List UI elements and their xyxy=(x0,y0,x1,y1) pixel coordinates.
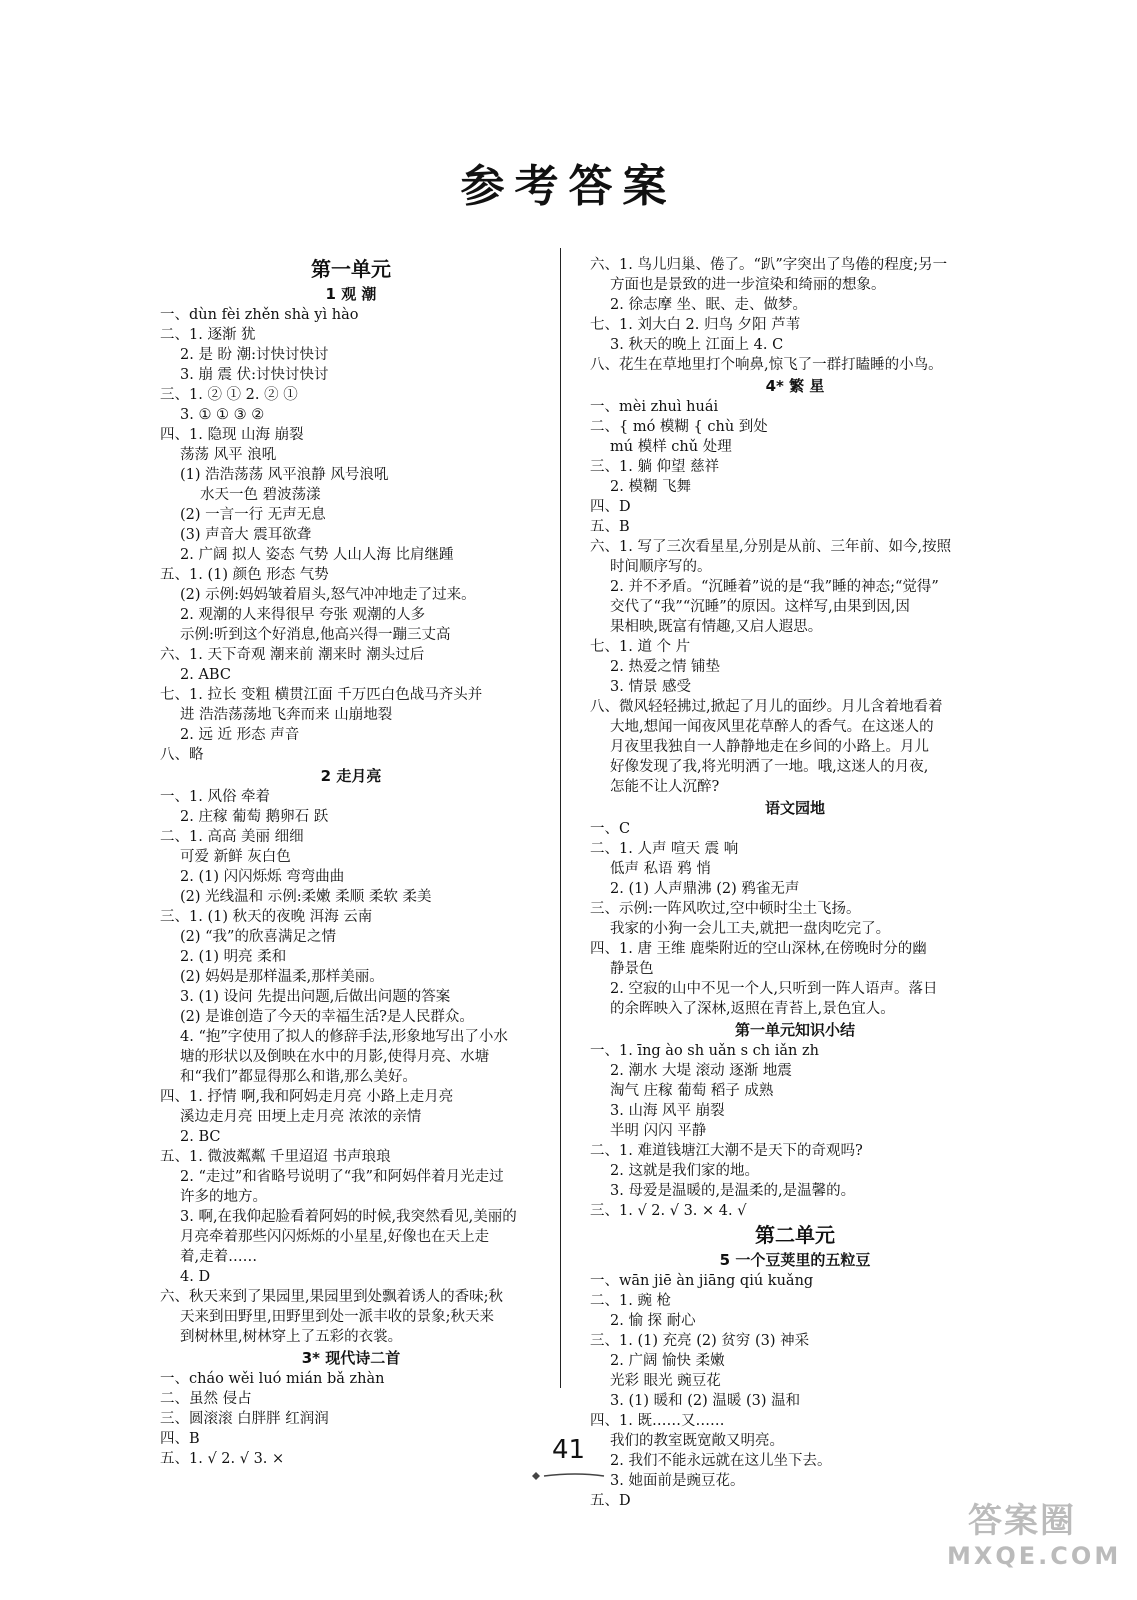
answer-line: 荡荡 风平 浪吼 xyxy=(180,447,277,463)
answer-line: 3. ① ① ③ ② xyxy=(180,407,265,423)
answer-line: 六、1. 鸟儿归巢、倦了。“趴”字突出了鸟倦的程度;另一 xyxy=(590,257,948,273)
answer-line: 淘气 庄稼 葡萄 稻子 成熟 xyxy=(610,1083,774,1099)
unit-heading: 第二单元 xyxy=(755,1223,835,1247)
answer-line: (3) 声音大 震耳欲聋 xyxy=(180,527,312,543)
answer-line: 3. 秋天的晚上 江面上 4. C xyxy=(610,337,784,353)
answer-line: 4. D xyxy=(180,1269,211,1285)
lesson-heading: 语文园地 xyxy=(764,799,825,817)
answer-line: 2. 模糊 飞舞 xyxy=(610,479,692,495)
answer-line: 二、1. 难道钱塘江大潮不是天下的奇观吗? xyxy=(590,1143,863,1159)
answer-line: 2. (1) 明亮 柔和 xyxy=(180,949,287,965)
answer-line: 3. 情景 感受 xyxy=(610,679,692,695)
answer-line: 一、wān jiē àn jiāng qiú kuǎng xyxy=(590,1273,814,1289)
answer-line: 四、1. 抒情 啊,我和阿妈走月亮 小路上走月亮 xyxy=(160,1089,454,1105)
answer-line: 六、1. 天下奇观 潮来前 潮来时 潮头过后 xyxy=(160,647,425,663)
answer-line: 2. 我们不能永远就在这儿坐下去。 xyxy=(610,1453,832,1469)
answer-line: 四、D xyxy=(590,499,631,515)
answer-line: 3. (1) 暖和 (2) 温暖 (3) 温和 xyxy=(610,1393,801,1409)
answer-line: 七、1. 拉长 变粗 横贯江面 千万匹白色战马齐头并 xyxy=(160,687,483,703)
answer-line: 六、1. 写了三次看星星,分别是从前、三年前、如今,按照 xyxy=(590,539,952,555)
answer-line: 我们的教室既宽敞又明亮。 xyxy=(610,1433,784,1449)
answer-line: 七、1. 刘大白 2. 归鸟 夕阳 芦苇 xyxy=(590,317,801,333)
answer-line: (2) 示例:妈妈皱着眉头,怒气冲冲地走了过来。 xyxy=(180,587,476,603)
answer-line: 和“我们”都显得那么和谐,那么美好。 xyxy=(180,1069,417,1085)
answer-line: 三、圆滚滚 白胖胖 红润润 xyxy=(160,1411,329,1427)
answer-line: 半明 闪闪 平静 xyxy=(610,1123,707,1139)
answer-line: (2) 光线温和 示例:柔嫩 柔顺 柔软 柔美 xyxy=(180,889,432,905)
answer-line: 许多的地方。 xyxy=(180,1189,267,1205)
answer-line: 一、dùn fèi zhěn shà yì hào xyxy=(160,307,359,323)
answer-line: 一、1. īng ào sh uǎn s ch iǎn zh xyxy=(590,1043,819,1059)
lesson-heading: 4* 繁 星 xyxy=(765,377,825,395)
answer-line: 2. 这就是我们家的地。 xyxy=(610,1163,759,1179)
answer-line: 四、B xyxy=(160,1431,200,1447)
answer-line: 七、1. 道 个 片 xyxy=(590,639,691,655)
answer-line: 进 浩浩荡荡地飞奔而来 山崩地裂 xyxy=(180,707,393,723)
answer-line: (2) “我”的欣喜满足之情 xyxy=(180,929,336,945)
answer-line: 五、1. √ 2. √ 3. × xyxy=(160,1451,285,1467)
answer-line: 五、D xyxy=(590,1493,631,1509)
answer-line: 三、1. (1) 充亮 (2) 贫穷 (3) 神采 xyxy=(590,1333,810,1349)
answer-line: 五、B xyxy=(590,519,630,535)
answer-line: 2. ABC xyxy=(180,667,231,683)
answer-line: 2. 愉 探 耐心 xyxy=(610,1313,696,1329)
answer-line: 低声 私语 鸦 悄 xyxy=(610,861,711,877)
answer-line: 2. 观潮的人来得很早 夸张 观潮的人多 xyxy=(180,607,426,623)
answer-line: 的余晖映入了深林,返照在青苔上,景色宜人。 xyxy=(610,1001,895,1017)
answer-line: 时间顺序写的。 xyxy=(610,559,712,575)
answer-line: 大地,想闻一闻夜风里花草醉人的香气。在这迷人的 xyxy=(610,719,934,735)
answer-line: 光彩 眼光 豌豆花 xyxy=(610,1373,721,1389)
answer-line: 八、花生在草地里打个响鼻,惊飞了一群打瞌睡的小鸟。 xyxy=(590,357,943,373)
answer-line: 一、cháo wěi luó mián bǎ zhàn xyxy=(160,1371,385,1387)
answer-line: 天来到田野里,田野里到处一派丰收的景象;秋天来 xyxy=(180,1309,494,1325)
answer-line: 3. 母爱是温暖的,是温柔的,是温馨的。 xyxy=(610,1183,856,1199)
watermark-logo xyxy=(947,1493,1122,1570)
answer-line: 2. 是 盼 潮:讨快讨快讨 xyxy=(180,347,329,363)
answer-line: 八、略 xyxy=(160,747,204,763)
lesson-heading: 第一单元知识小结 xyxy=(734,1021,855,1039)
answer-line: 怎能不让人沉醉? xyxy=(610,779,720,795)
answer-line: (1) 浩浩荡荡 风平浪静 风号浪吼 xyxy=(180,467,389,483)
answer-line: 3. 啊,在我仰起脸看着阿妈的时候,我突然看见,美丽的 xyxy=(180,1209,517,1225)
lesson-heading: 2 走月亮 xyxy=(320,767,382,785)
answer-line: 2. BC xyxy=(180,1129,221,1145)
answer-line: 2. “走过”和省略号说明了“我”和阿妈伴着月光走过 xyxy=(180,1169,504,1185)
answer-line: 果相映,既富有情趣,又启人遐思。 xyxy=(610,619,823,635)
answer-line: 三、示例:一阵风吹过,空中顿时尘土飞扬。 xyxy=(590,901,861,917)
answer-line: 方面也是景致的进一步渲染和绮丽的想象。 xyxy=(610,277,886,293)
answer-line: (2) 一言一行 无声无息 xyxy=(180,507,326,523)
answer-line: 三、1. √ 2. √ 3. × 4. √ xyxy=(590,1203,747,1219)
column-divider xyxy=(560,248,561,1388)
page-title: 参考答案 xyxy=(460,161,677,212)
answer-line: 二、虽然 侵占 xyxy=(160,1391,252,1407)
right-column xyxy=(590,255,1000,1511)
answer-line: 月夜里我独自一人静静地走在乡间的小路上。月儿 xyxy=(610,739,929,755)
lesson-heading: 3* 现代诗二首 xyxy=(301,1349,401,1367)
answer-line: 2. (1) 闪闪烁烁 弯弯曲曲 xyxy=(180,869,345,885)
answer-line: 一、1. 风俗 牵着 xyxy=(160,789,271,805)
answer-line: 二、{ mó 模糊 { chù 到处 xyxy=(590,419,768,435)
answer-line: 2. 徐志摩 坐、眠、走、做梦。 xyxy=(610,297,808,313)
answer-line: 2. 广阔 拟人 姿态 气势 人山人海 比肩继踵 xyxy=(180,547,454,563)
answer-line: 3. 山海 风平 崩裂 xyxy=(610,1103,725,1119)
answer-line: 水天一色 碧波荡漾 xyxy=(200,487,321,503)
answer-line: 3. 她面前是豌豆花。 xyxy=(610,1473,745,1489)
answer-line: 塘的形状以及倒映在水中的月影,使得月亮、水塘 xyxy=(180,1049,490,1065)
watermark-domain: MXQE.COM xyxy=(947,1542,1122,1570)
answer-line: 五、1. 微波粼粼 千里迢迢 书声琅琅 xyxy=(160,1149,391,1165)
answer-line: 2. (1) 人声鼎沸 (2) 鸦雀无声 xyxy=(610,881,800,897)
watermark-text: 答案圈 xyxy=(968,1501,1076,1541)
answer-line: 八、微风轻轻拂过,掀起了月儿的面纱。月儿含着地看着 xyxy=(590,699,943,715)
answer-line: mú 模样 chǔ 处理 xyxy=(610,439,732,455)
left-column xyxy=(160,255,542,1469)
answer-line: 三、1. (1) 秋天的夜晚 洱海 云南 xyxy=(160,909,373,925)
answer-line: 我家的小狗一会儿工夫,就把一盘肉吃完了。 xyxy=(610,921,891,937)
answer-line: (2) 是谁创造了今天的幸福生活?是人民群众。 xyxy=(180,1009,474,1025)
answer-line: 二、1. 豌 枪 xyxy=(590,1293,672,1309)
answer-line: 四、1. 隐现 山海 崩裂 xyxy=(160,427,304,443)
answer-line: 示例:听到这个好消息,他高兴得一蹦三丈高 xyxy=(180,627,451,643)
answer-line: 3. 崩 震 伏:讨快讨快讨 xyxy=(180,367,329,383)
answer-line: 月亮牵着那些闪闪烁烁的小星星,好像也在天上走 xyxy=(180,1229,490,1245)
answer-line: 到树林里,树林穿上了五彩的衣裳。 xyxy=(180,1329,403,1345)
answer-line: 五、1. (1) 颜色 形态 气势 xyxy=(160,567,329,583)
answer-line: 可爱 新鲜 灰白色 xyxy=(180,849,291,865)
answer-line: 溪边走月亮 田埂上走月亮 浓浓的亲情 xyxy=(180,1109,422,1125)
answer-line: 2. 热爱之情 铺垫 xyxy=(610,659,721,675)
lesson-heading: 5 一个豆荚里的五粒豆 xyxy=(719,1251,871,1269)
answer-line: 四、1. 既……又…… xyxy=(590,1413,725,1429)
unit-heading: 第一单元 xyxy=(311,257,391,281)
answer-line: 三、1. ② ① 2. ② ① xyxy=(160,387,298,403)
page-ornament xyxy=(528,1470,608,1482)
page-number: 41 xyxy=(551,1435,586,1465)
answer-line: 4. “抱”字使用了拟人的修辞手法,形象地写出了小水 xyxy=(180,1029,508,1045)
answer-line: 六、秋天来到了果园里,果园里到处飘着诱人的香味;秋 xyxy=(160,1289,503,1305)
answer-line: 交代了“我”“沉睡”的原因。这样写,由果到因,因 xyxy=(610,599,910,615)
answer-line: 二、1. 高高 美丽 细细 xyxy=(160,829,304,845)
lesson-heading: 1 观 潮 xyxy=(325,285,377,303)
answer-line: 2. 庄稼 葡萄 鹅卵石 跃 xyxy=(180,809,329,825)
answer-line: 三、1. 躺 仰望 慈祥 xyxy=(590,459,720,475)
answer-line: 好像发现了我,将光明洒了一地。哦,这迷人的月夜, xyxy=(610,759,929,775)
answer-line: (2) 妈妈是那样温柔,那样美丽。 xyxy=(180,969,384,985)
answer-line: 一、mèi zhuì huái xyxy=(590,399,719,415)
answer-line: 3. (1) 设问 先提出问题,后做出问题的答案 xyxy=(180,989,451,1005)
answer-line: 2. 广阔 愉快 柔嫩 xyxy=(610,1353,725,1369)
answer-line: 四、1. 唐 王维 鹿柴附近的空山深林,在傍晚时分的幽 xyxy=(590,941,927,957)
answer-line: 2. 潮水 大堤 滚动 逐渐 地震 xyxy=(610,1063,792,1079)
answer-line: 二、1. 人声 喧天 震 响 xyxy=(590,841,739,857)
answer-line: 2. 空寂的山中不见一个人,只听到一阵人语声。落日 xyxy=(610,981,938,997)
answer-line: 一、C xyxy=(590,821,631,837)
answer-line: 2. 并不矛盾。“沉睡着”说的是“我”睡的神态;“觉得” xyxy=(610,579,939,595)
answer-line: 静景色 xyxy=(610,961,654,977)
answer-line: 二、1. 逐渐 犹 xyxy=(160,327,256,343)
answer-line: 着,走着…… xyxy=(180,1249,258,1265)
answer-line: 2. 远 近 形态 声音 xyxy=(180,727,300,743)
